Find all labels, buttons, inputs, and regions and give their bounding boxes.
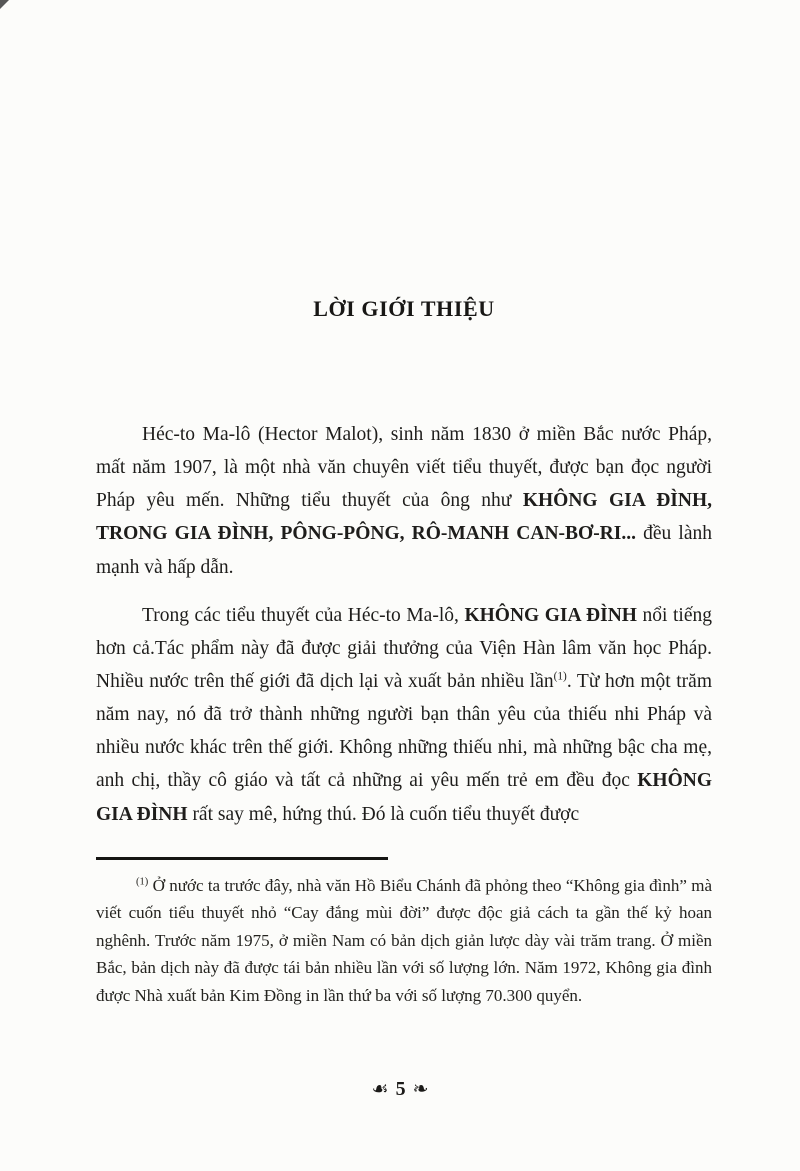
footnote-divider — [96, 857, 388, 860]
footnote-marker: (1) — [136, 876, 149, 888]
fleuron-right-icon: ❧ — [412, 1079, 429, 1100]
intro-paragraph-1 — [96, 418, 712, 584]
paragraph-text: đều lành mạnh và hấp dẫn. — [96, 523, 712, 578]
fleuron-left-icon: ☙ — [371, 1079, 389, 1100]
footnote — [96, 872, 712, 1010]
page-footer — [0, 1078, 800, 1101]
paragraph-text: rất say mê, hứng thú. Đó là cuốn tiểu thuyết được — [187, 803, 580, 825]
paragraph-text: . Từ hơn một trăm năm nay, nó đã trở thành những người bạn thân yêu của thiếu nhi Pháp và nhiều nước khác trên thế giới. Không những thiếu nhi, mà những bậc cha mẹ, anh chị, thầy cô giáo và tất cả những ai yêu mến trẻ em đều đọc — [96, 670, 712, 792]
paragraph-text: Héc-to Ma-lô (Hector Malot), sinh năm 1830 ở miền Bắc nước Pháp, mất năm 1907, là một nhà văn chuyên viết tiểu thuyết, được bạn đọc người Pháp yêu mến. Những tiểu thuyết của ông như — [96, 424, 712, 512]
paragraph-text: Trong các tiểu thuyết của Héc-to Ma-lô, — [142, 604, 465, 626]
page-number: 5 — [395, 1078, 406, 1100]
book-titles-bold: KHÔNG GIA ĐÌNH, TRONG GIA ĐÌNH, PÔNG-PÔNG, RÔ-MANH CAN-BƠ-RI... — [96, 490, 712, 545]
intro-paragraph-2 — [96, 599, 712, 831]
book-title-bold: KHÔNG GIA ĐÌNH — [464, 604, 637, 626]
page-title: LỜI GIỚI THIỆU — [313, 296, 495, 321]
book-title-bold: KHÔNG GIA ĐÌNH — [96, 770, 712, 825]
paragraph-text: nổi tiếng hơn cả.Tác phẩm này đã được giải thưởng của Viện Hàn lâm văn học Pháp. Nhiều nước trên thế giới đã dịch lại và xuất bản nhiều lần — [96, 604, 712, 692]
footnote-reference: (1) — [553, 670, 567, 683]
footnote-text: Ở nước ta trước đây, nhà văn Hồ Biểu Chánh đã phỏng theo “Không gia đình” mà viết cuốn tiểu thuyết nhỏ “Cay đắng mùi đời” được độc giả cách ta gần thế kỷ hoan nghênh. Trước năm 1975, ở miền Nam có bản dịch giản lược dày vài trăm trang. Ở miền Bắc, bản dịch này đã được tái bản nhiều lần với số lượng lớn. Năm 1972, Không gia đình được Nhà xuất bản Kim Đồng in lần thứ ba với số lượng 70.300 quyển. — [96, 875, 712, 1005]
